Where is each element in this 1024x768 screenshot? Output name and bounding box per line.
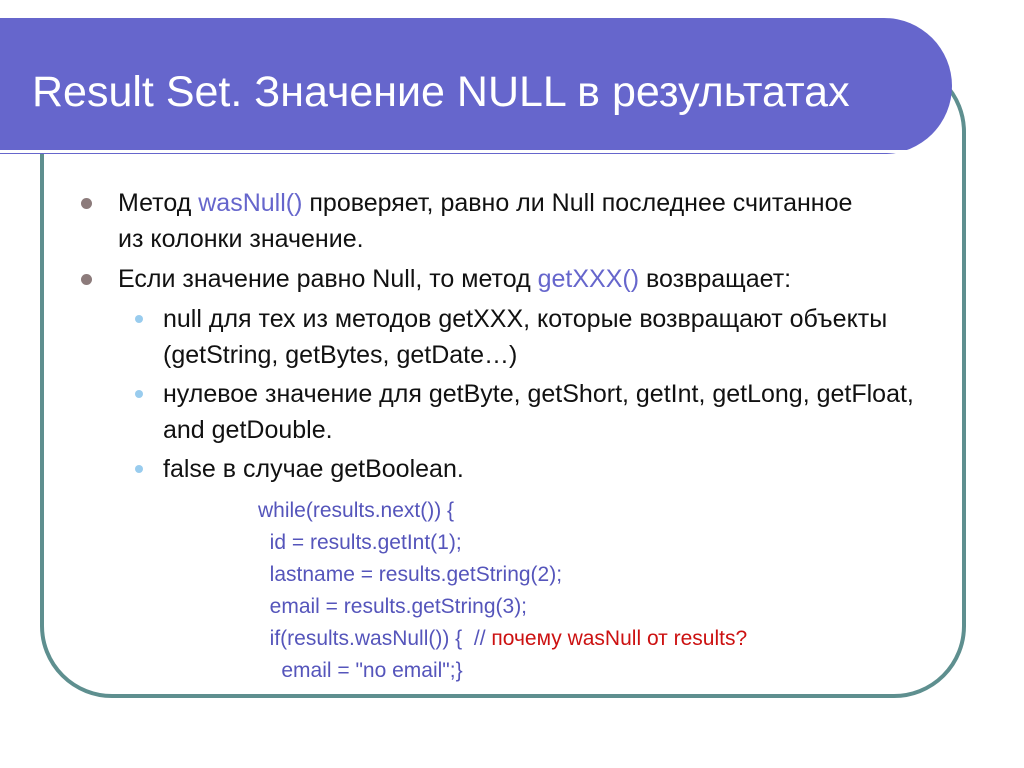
- bullet-dot-icon: [81, 274, 92, 285]
- bullet-2-text-start: Если значение равно Null, то метод: [118, 265, 538, 293]
- code-line: id = results.getInt(1);: [258, 531, 462, 554]
- sub-bullet-3-text: false в случае getBoolean.: [163, 455, 464, 483]
- sub-bullet-1-text: null для тех из методов getXXX, которые возвращают объекты (getString, getBytes, getDate…): [163, 305, 888, 369]
- code-comment: почему wasNull от results?: [491, 627, 748, 650]
- bullet-dot-icon: [81, 198, 92, 209]
- code-line: lastname = results.getString(2);: [258, 563, 563, 586]
- code-line: email = "no email";}: [258, 659, 463, 682]
- code-if-text: if(results.wasNull()) { //: [258, 627, 492, 650]
- code-block: [258, 495, 747, 687]
- sub-bullet-item-2: [163, 376, 923, 448]
- code-line-if: [258, 623, 747, 655]
- bullet-2-text-end: возвращает:: [639, 265, 792, 293]
- code-line: email = results.getString(3);: [258, 595, 528, 618]
- bullet-item-2: [118, 261, 918, 297]
- code-line: while(results.next()) {: [258, 499, 455, 522]
- sub-bullet-dot-icon: [135, 390, 143, 398]
- sub-bullet-item-1: [163, 301, 923, 373]
- sub-bullet-item-3: [163, 451, 923, 487]
- bullet-item-1: [118, 185, 858, 257]
- slide-title: Result Set. Значение NULL в результатах: [32, 68, 850, 116]
- sub-bullet-2-text: нулевое значение для getByte, getShort, getInt, getLong, getFloat, and getDouble.: [163, 380, 914, 444]
- bullet-2-keyword: getXXX(): [537, 265, 640, 293]
- title-bar: [0, 18, 952, 154]
- bullet-1-text-end: проверяет, равно ли Null последнее считанное из колонки значение.: [118, 189, 853, 253]
- sub-bullet-dot-icon: [135, 315, 143, 323]
- title-underline: [0, 150, 908, 153]
- bullet-1-text-start: Метод: [118, 189, 199, 217]
- bullet-1-keyword: wasNull(): [198, 189, 303, 217]
- sub-bullet-dot-icon: [135, 465, 143, 473]
